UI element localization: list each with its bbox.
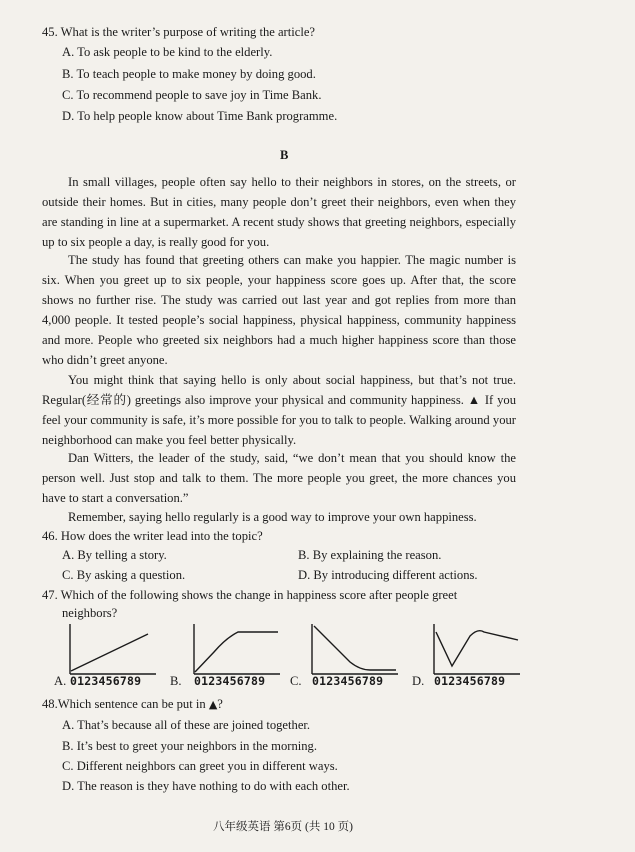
q48-option-a: A. That’s because all of these are joined together. — [62, 718, 311, 732]
q47-graph-options — [40, 622, 520, 692]
q45-option-a: A. To ask people to be kind to the elderly. — [62, 45, 273, 59]
passage-paragraph-1: In small villages, people often say hello to their neighbors in stores, on the streets, or outside their homes. But in cities, many people don’t greet their neighbors, even when they are standing in line at a supermarket. A recent study shows that greeting neighbors, especially up to six people a day, is really good for you. — [42, 175, 516, 249]
q47-graph-b-letter: B. — [170, 674, 182, 688]
q48-stem — [42, 696, 223, 713]
q45-option-b: B. To teach people to make money by doing good. — [62, 67, 316, 81]
q47-graph-d — [432, 622, 522, 676]
q48-option-d: D. The reason is they have nothing to do with each other. — [62, 779, 350, 793]
q47-graph-c — [310, 622, 400, 676]
q47-graph-b — [192, 622, 282, 676]
passage-paragraph-2: The study has found that greeting others can make you happier. The magic number is six. When you greet up to six people, your happiness score goes up. After that, the score shows no further rise. The study was carried out last year and got replies from more than 4,000 people. It tested people’s social happiness, physical happiness, community happiness and more. People who greeted six neighbors had a much higher happiness score than those who didn’t greet anyone. — [42, 253, 516, 367]
q46-option-c: C. By asking a question. — [62, 568, 186, 582]
q45-option-d: D. To help people know about Time Bank programme. — [62, 109, 338, 123]
q47-stem-line2: neighbors? — [62, 606, 118, 620]
q46-option-d: D. By introducing different actions. — [298, 568, 478, 582]
q48-option-c: C. Different neighbors can greet you in different ways. — [62, 759, 338, 773]
q47-graph-d-letter: D. — [412, 674, 425, 688]
q45-stem: 45. What is the writer’s purpose of writing the article? — [42, 25, 316, 39]
q48-stem-text: 48.Which sentence can be put in — [42, 697, 206, 711]
q47-stem-line1: 47. Which of the following shows the change in happiness score after people greet — [42, 588, 458, 602]
section-heading: B — [280, 148, 289, 162]
blank-triangle-icon: ▲ — [208, 698, 218, 711]
q47-graph-a-ticks: 0123456789 — [70, 674, 142, 688]
q48-option-b: B. It’s best to greet your neighbors in the morning. — [62, 739, 317, 753]
q47-graph-a — [68, 622, 158, 676]
q47-graph-d-ticks: 0123456789 — [434, 674, 506, 688]
passage-paragraph-4: Dan Witters, the leader of the study, said, “we don’t mean that you should know the person well. Just stop and talk to them. The more people you greet, the more chances you have to start a conversation.” — [42, 451, 516, 505]
q46-stem: 46. How does the writer lead into the topic? — [42, 529, 263, 543]
page-footer: 八年级英语 第6页 (共 10 页) — [213, 821, 353, 833]
q47-graph-c-letter: C. — [290, 674, 302, 688]
q45-option-c: C. To recommend people to save joy in Time Bank. — [62, 88, 322, 102]
q46-option-b: B. By explaining the reason. — [298, 548, 442, 562]
passage-paragraph-5: Remember, saying hello regularly is a good way to improve your own happiness. — [68, 510, 477, 524]
q48-stem-end: ? — [217, 697, 223, 711]
q47-graph-c-ticks: 0123456789 — [312, 674, 384, 688]
passage-paragraph-3: You might think that saying hello is only about social happiness, but that’s not true. Regular(经常的) greetings also improve your physical and community happiness. ▲ If you feel your community is safe, it’s more possible for you to talk to people. Walking around your neighborhood can make you feel better physically. — [42, 373, 516, 447]
q46-option-a: A. By telling a story. — [62, 548, 167, 562]
q47-graph-b-ticks: 0123456789 — [194, 674, 266, 688]
q47-graph-a-letter: A. — [54, 674, 67, 688]
